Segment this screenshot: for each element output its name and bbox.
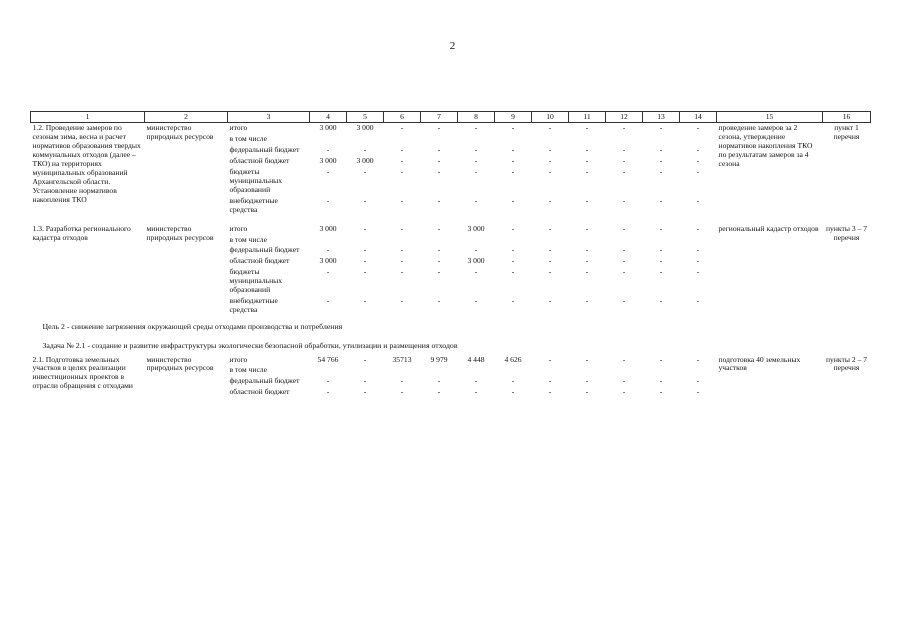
amount-cell: - bbox=[622, 387, 626, 397]
amount-cell: - bbox=[659, 144, 663, 154]
amount-cell: - bbox=[474, 144, 478, 154]
amount-cell: - bbox=[548, 155, 552, 165]
amount-cell: - bbox=[585, 376, 589, 386]
amount-cell: - bbox=[659, 354, 663, 364]
amount-cell bbox=[347, 235, 384, 246]
amount-cell: - bbox=[622, 256, 626, 266]
amount-cell: - bbox=[511, 267, 515, 277]
amount-cell: - bbox=[326, 166, 330, 176]
amount-cell: - bbox=[363, 144, 367, 154]
amount-cell: - bbox=[659, 123, 663, 132]
expected-result: региональный кадастр отходов bbox=[718, 223, 819, 233]
amount-cell: - bbox=[696, 144, 700, 154]
goal-heading: Цель 2 - снижение загрязнения окружающей среды отходами производства и потребления bbox=[42, 322, 343, 332]
amount-cell: 3 000 bbox=[319, 155, 337, 165]
amount-cell bbox=[421, 365, 458, 376]
list-reference: пункт 1 перечня bbox=[833, 123, 860, 141]
amount-cell bbox=[606, 365, 643, 376]
amount-cell: - bbox=[585, 256, 589, 266]
amount-cell: - bbox=[659, 245, 663, 255]
amount-cell: - bbox=[437, 256, 441, 266]
expected-result: проведение замеров за 2 сезона, утверждение нормативов накопления ТКО по результатам замеров за 4 сезона bbox=[718, 123, 813, 168]
amount-cell bbox=[384, 235, 421, 246]
col-header: 12 bbox=[606, 112, 643, 123]
amount-cell: - bbox=[511, 387, 515, 397]
amount-cell bbox=[495, 134, 532, 145]
amount-cell bbox=[384, 365, 421, 376]
amount-cell: - bbox=[696, 123, 700, 132]
amount-cell bbox=[532, 235, 569, 246]
amount-cell: 35713 bbox=[392, 354, 412, 364]
amount-cell: - bbox=[622, 223, 626, 233]
amount-cell bbox=[310, 235, 347, 246]
amount-cell: - bbox=[696, 387, 700, 397]
amount-cell bbox=[384, 134, 421, 145]
amount-cell: - bbox=[326, 245, 330, 255]
col-header: 1 bbox=[31, 112, 145, 123]
amount-cell: - bbox=[474, 376, 478, 386]
amount-cell bbox=[458, 235, 495, 246]
amount-cell: - bbox=[696, 245, 700, 255]
amount-cell bbox=[458, 134, 495, 145]
funding-source: итого bbox=[229, 123, 248, 132]
amount-cell bbox=[310, 365, 347, 376]
amount-cell: - bbox=[437, 376, 441, 386]
amount-cell: - bbox=[548, 245, 552, 255]
amount-cell bbox=[643, 365, 680, 376]
funding-source: в том числе bbox=[229, 234, 267, 244]
amount-cell bbox=[680, 365, 717, 376]
amount-cell: - bbox=[400, 123, 404, 132]
amount-cell: - bbox=[437, 296, 441, 306]
amount-cell: 3 000 bbox=[356, 123, 374, 132]
amount-cell: - bbox=[622, 123, 626, 132]
amount-cell: - bbox=[659, 376, 663, 386]
amount-cell: - bbox=[474, 296, 478, 306]
task-name: 2.1. Подготовка земельных участков в целях реализации инвестиционных проектов в отрасли обращения с отходами bbox=[32, 354, 133, 391]
amount-cell: - bbox=[400, 155, 404, 165]
amount-cell: - bbox=[659, 195, 663, 205]
amount-cell: - bbox=[548, 166, 552, 176]
task-name: 1.2. Проведение замеров по сезонам зима, весна и расчет нормативов образования твердых коммунальных отходов (далее – ТКО) на территориях муниципальных образований Архангельской области. Установление нормативов накопления ТКО bbox=[32, 123, 141, 204]
table-row bbox=[31, 355, 871, 366]
amount-cell: - bbox=[363, 245, 367, 255]
amount-cell: - bbox=[400, 376, 404, 386]
amount-cell: - bbox=[363, 195, 367, 205]
col-header: 13 bbox=[643, 112, 680, 123]
amount-cell: - bbox=[326, 387, 330, 397]
amount-cell: - bbox=[400, 144, 404, 154]
amount-cell: - bbox=[363, 166, 367, 176]
amount-cell: - bbox=[585, 354, 589, 364]
amount-cell: - bbox=[696, 195, 700, 205]
objective-heading-row bbox=[31, 335, 871, 354]
amount-cell: - bbox=[659, 296, 663, 306]
amount-cell bbox=[680, 235, 717, 246]
amount-cell: - bbox=[511, 223, 515, 233]
amount-cell: - bbox=[511, 296, 515, 306]
amount-cell: - bbox=[363, 376, 367, 386]
amount-cell: - bbox=[585, 123, 589, 132]
funding-source: в том числе bbox=[229, 133, 267, 143]
amount-cell: - bbox=[548, 195, 552, 205]
spacer-row bbox=[31, 216, 871, 224]
amount-cell: - bbox=[400, 223, 404, 233]
amount-cell: - bbox=[511, 195, 515, 205]
executor: министерство природных ресурсов bbox=[146, 223, 214, 242]
amount-cell: - bbox=[437, 144, 441, 154]
expected-result: подготовка 40 земельных участков bbox=[718, 354, 801, 373]
amount-cell: - bbox=[474, 166, 478, 176]
amount-cell: - bbox=[622, 245, 626, 255]
amount-cell: - bbox=[474, 123, 478, 132]
amount-cell: - bbox=[363, 354, 367, 364]
funding-source: итого bbox=[229, 354, 248, 364]
amount-cell bbox=[532, 365, 569, 376]
amount-cell: - bbox=[622, 166, 626, 176]
amount-cell: - bbox=[548, 296, 552, 306]
amount-cell: - bbox=[548, 354, 552, 364]
amount-cell bbox=[532, 134, 569, 145]
amount-cell: - bbox=[363, 267, 367, 277]
amount-cell: - bbox=[363, 296, 367, 306]
amount-cell: - bbox=[400, 245, 404, 255]
amount-cell: - bbox=[622, 155, 626, 165]
amount-cell: - bbox=[437, 123, 441, 132]
amount-cell bbox=[569, 365, 606, 376]
amount-cell: 4 448 bbox=[467, 354, 485, 364]
amount-cell: - bbox=[585, 166, 589, 176]
amount-cell: - bbox=[696, 296, 700, 306]
amount-cell: 3 000 bbox=[319, 123, 337, 132]
funding-source: бюджеты муниципальных образований bbox=[229, 166, 283, 194]
col-header: 3 bbox=[228, 112, 310, 123]
funding-source: в том числе bbox=[229, 365, 267, 375]
amount-cell bbox=[347, 134, 384, 145]
amount-cell: - bbox=[474, 267, 478, 277]
amount-cell bbox=[495, 235, 532, 246]
amount-cell: - bbox=[474, 387, 478, 397]
col-header: 9 bbox=[495, 112, 532, 123]
amount-cell: - bbox=[400, 256, 404, 266]
funding-source: внебюджетные средства bbox=[229, 195, 278, 214]
amount-cell: - bbox=[696, 354, 700, 364]
funding-source: федеральный бюджет bbox=[229, 245, 300, 255]
amount-cell bbox=[458, 365, 495, 376]
amount-cell bbox=[569, 235, 606, 246]
amount-cell: - bbox=[585, 155, 589, 165]
amount-cell: - bbox=[437, 245, 441, 255]
spacer-cell bbox=[31, 216, 871, 224]
amount-cell: 4 626 bbox=[504, 354, 522, 364]
executor: министерство природных ресурсов bbox=[146, 123, 214, 141]
amount-cell bbox=[606, 134, 643, 145]
amount-cell bbox=[606, 235, 643, 246]
header-row bbox=[31, 112, 871, 123]
amount-cell: 9 979 bbox=[430, 354, 448, 364]
col-header: 8 bbox=[458, 112, 495, 123]
amount-cell: - bbox=[622, 267, 626, 277]
amount-cell: - bbox=[437, 155, 441, 165]
amount-cell: - bbox=[585, 245, 589, 255]
amount-cell: - bbox=[511, 376, 515, 386]
amount-cell: 3 000 bbox=[319, 223, 337, 233]
amount-cell: - bbox=[696, 155, 700, 165]
amount-cell: - bbox=[622, 354, 626, 364]
amount-cell: - bbox=[437, 195, 441, 205]
col-header: 15 bbox=[717, 112, 823, 123]
amount-cell: - bbox=[326, 195, 330, 205]
amount-cell: - bbox=[696, 166, 700, 176]
executor: министерство природных ресурсов bbox=[146, 354, 214, 373]
amount-cell: - bbox=[474, 245, 478, 255]
col-header: 7 bbox=[421, 112, 458, 123]
amount-cell: - bbox=[622, 376, 626, 386]
amount-cell: - bbox=[622, 144, 626, 154]
funding-source: областной бюджет bbox=[229, 256, 290, 266]
amount-cell: - bbox=[696, 256, 700, 266]
list-reference: пункты 2 – 7 перечня bbox=[825, 354, 868, 373]
amount-cell: - bbox=[585, 144, 589, 154]
amount-cell: - bbox=[326, 296, 330, 306]
amount-cell: - bbox=[363, 256, 367, 266]
col-header: 6 bbox=[384, 112, 421, 123]
funding-source: итого bbox=[229, 223, 248, 233]
amount-cell: - bbox=[659, 166, 663, 176]
table-row bbox=[31, 224, 871, 235]
amount-cell: - bbox=[326, 267, 330, 277]
objective-heading: Задача № 2.1 - создание и развитие инфраструктуры экологически безопасной обработки, утилизации и размещения отходов bbox=[42, 341, 458, 351]
amount-cell: - bbox=[696, 223, 700, 233]
amount-cell: - bbox=[400, 387, 404, 397]
amount-cell: - bbox=[622, 195, 626, 205]
amount-cell: - bbox=[548, 267, 552, 277]
amount-cell bbox=[421, 235, 458, 246]
amount-cell: - bbox=[548, 387, 552, 397]
col-header: 10 bbox=[532, 112, 569, 123]
amount-cell: - bbox=[548, 123, 552, 132]
amount-cell: - bbox=[511, 245, 515, 255]
funding-source: бюджеты муниципальных образований bbox=[229, 267, 283, 295]
amount-cell: - bbox=[585, 267, 589, 277]
col-header: 11 bbox=[569, 112, 606, 123]
amount-cell bbox=[680, 134, 717, 145]
amount-cell: - bbox=[437, 223, 441, 233]
amount-cell: - bbox=[474, 155, 478, 165]
funding-source: областной бюджет bbox=[229, 387, 290, 397]
col-header: 14 bbox=[680, 112, 717, 123]
col-header: 16 bbox=[823, 112, 871, 123]
amount-cell: - bbox=[548, 376, 552, 386]
funding-source: внебюджетные средства bbox=[229, 296, 278, 315]
amount-cell: - bbox=[511, 256, 515, 266]
amount-cell: - bbox=[437, 166, 441, 176]
amount-cell: - bbox=[511, 166, 515, 176]
amount-cell: - bbox=[326, 144, 330, 154]
table-row bbox=[31, 123, 871, 134]
amount-cell: 3 000 bbox=[356, 155, 374, 165]
amount-cell: - bbox=[363, 387, 367, 397]
goal-heading-row bbox=[31, 316, 871, 335]
amount-cell: - bbox=[585, 195, 589, 205]
amount-cell: - bbox=[474, 195, 478, 205]
amount-cell: - bbox=[400, 166, 404, 176]
amount-cell: - bbox=[548, 144, 552, 154]
col-header: 4 bbox=[310, 112, 347, 123]
amount-cell bbox=[495, 365, 532, 376]
amount-cell: - bbox=[437, 267, 441, 277]
amount-cell: - bbox=[696, 267, 700, 277]
amount-cell: - bbox=[659, 223, 663, 233]
amount-cell: - bbox=[400, 267, 404, 277]
amount-cell: 3 000 bbox=[467, 223, 485, 233]
amount-cell: 3 000 bbox=[319, 256, 337, 266]
task-name: 1.3. Разработка регионального кадастра отходов bbox=[32, 223, 131, 242]
amount-cell: - bbox=[511, 123, 515, 132]
amount-cell bbox=[421, 134, 458, 145]
amount-cell: - bbox=[622, 296, 626, 306]
amount-cell: - bbox=[326, 376, 330, 386]
amount-cell bbox=[569, 134, 606, 145]
amount-cell: - bbox=[511, 155, 515, 165]
amount-cell: - bbox=[548, 256, 552, 266]
amount-cell: - bbox=[585, 387, 589, 397]
amount-cell: - bbox=[400, 195, 404, 205]
funding-source: федеральный бюджет bbox=[229, 376, 300, 386]
amount-cell bbox=[347, 365, 384, 376]
amount-cell: 3 000 bbox=[467, 256, 485, 266]
amount-cell: - bbox=[659, 387, 663, 397]
amount-cell: - bbox=[696, 376, 700, 386]
amount-cell: - bbox=[659, 267, 663, 277]
amount-cell: - bbox=[437, 387, 441, 397]
program-table bbox=[30, 111, 871, 398]
amount-cell: - bbox=[659, 155, 663, 165]
amount-cell bbox=[643, 134, 680, 145]
amount-cell: - bbox=[548, 223, 552, 233]
amount-cell: - bbox=[585, 296, 589, 306]
amount-cell: 54 766 bbox=[317, 354, 339, 364]
funding-source: областной бюджет bbox=[229, 155, 290, 165]
col-header: 2 bbox=[145, 112, 228, 123]
amount-cell: - bbox=[511, 144, 515, 154]
col-header: 5 bbox=[347, 112, 384, 123]
amount-cell: - bbox=[585, 223, 589, 233]
funding-source: федеральный бюджет bbox=[229, 144, 300, 154]
amount-cell: - bbox=[363, 223, 367, 233]
amount-cell bbox=[643, 235, 680, 246]
amount-cell: - bbox=[400, 296, 404, 306]
page-number: 2 bbox=[449, 40, 456, 52]
list-reference: пункты 3 – 7 перечня bbox=[825, 223, 868, 242]
amount-cell: - bbox=[659, 256, 663, 266]
amount-cell bbox=[310, 134, 347, 145]
